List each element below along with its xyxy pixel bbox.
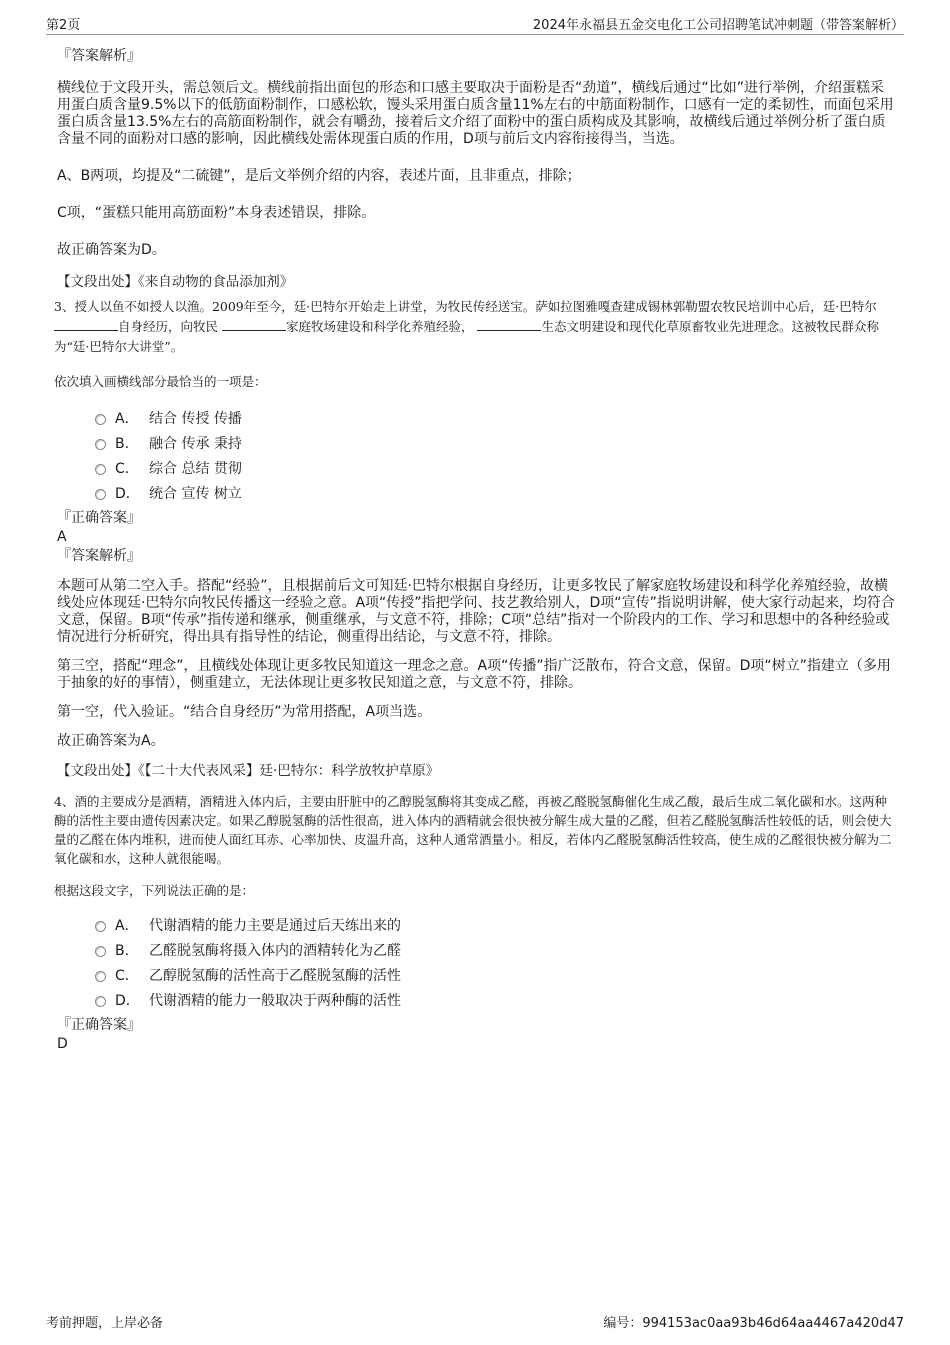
radio-icon[interactable] bbox=[95, 464, 106, 475]
q4-ask: 根据这段文字，下列说法正确的是： bbox=[54, 883, 255, 898]
radio-icon[interactable] bbox=[95, 921, 106, 932]
document-title: 2024年永福县五金交电化工公司招聘笔试冲刺题（带答案解析） bbox=[532, 18, 904, 33]
q2-source: 【文段出处】《来自动物的食品添加剂》 bbox=[57, 274, 294, 290]
page-footer bbox=[46, 1312, 904, 1331]
q2-analysis-paragraph: 横线位于文段开头，需总领后文。横线前指出面包的形态和口感主要取决于面粉是否“劲道”，横线后通过“比如”进行举例，介绍蛋糕采用蛋白质含量9.5%以下的低筋面粉制作，口感松软，馒头采用蛋白质含量11%左右的中筋面粉制作，口感有一定的柔韧性，而面包采用蛋白质含量13.5%左右的高筋面粉制作，就会有嚼劲，接着后文介绍了面粉中的蛋白质构成及其影响，故横线后通过举例分析了蛋白质含量不同的面粉对口感的影响，因此横线处需体现蛋白质的作用，D项与前后文内容衔接得当，当选。 bbox=[57, 80, 894, 147]
q4-answer-tag: 『正确答案』 bbox=[57, 1017, 141, 1033]
document-body bbox=[54, 46, 895, 1053]
q2-analysis-paragraph: 故正确答案为D。 bbox=[57, 242, 166, 258]
q3-analysis-paragraph: 第三空，搭配“理念”，且横线处体现让更多牧民知道这一理念之意。A项“传播”指广泛散布，符合文意，保留。D项“树立”指建立（多用于抽象的好的事情），侧重建立，无法体现让更多牧民知道之意，与文意不符，排除。 bbox=[57, 658, 891, 691]
q3-blank-3 bbox=[477, 318, 541, 331]
q3-option-c[interactable]: C． 综合 总结 贯彻 bbox=[95, 457, 895, 482]
q3-option-a[interactable]: A． 结合 传授 传播 bbox=[95, 407, 895, 432]
q2-analysis-paragraph: A、B两项，均提及“二硫键”，是后文举例介绍的内容，表述片面，且非重点，排除； bbox=[57, 168, 581, 184]
q4-option-b[interactable]: B. 乙醛脱氢酶将摄入体内的酒精转化为乙醛 bbox=[95, 939, 895, 964]
radio-icon[interactable] bbox=[95, 996, 106, 1007]
q3-source: 【文段出处】《【二十大代表风采】廷·巴特尔：科学放牧护草原》 bbox=[57, 763, 440, 779]
q3-blank-2 bbox=[222, 318, 286, 331]
q3-analysis-tag: 『答案解析』 bbox=[57, 548, 141, 564]
q4-answer: D bbox=[57, 1036, 68, 1052]
q3-option-b[interactable]: B. 融合 传承 秉持 bbox=[95, 432, 895, 457]
q3-analysis-paragraph: 第一空，代入验证。“结合自身经历”为常用搭配，A项当选。 bbox=[57, 704, 432, 720]
q3-answer-tag: 『正确答案』 bbox=[57, 510, 141, 526]
footer-slogan: 考前押题，上岸必备 bbox=[46, 1316, 164, 1331]
radio-icon[interactable] bbox=[95, 414, 106, 425]
q4-option-d[interactable]: D． 代谢酒精的能力一般取决于两种酶的活性 bbox=[95, 989, 895, 1014]
document-code: 编号：994153ac0aa93b46d64aa4467a420d47 bbox=[603, 1316, 904, 1331]
q4-option-c[interactable]: C． 乙醇脱氢酶的活性高于乙醛脱氢酶的活性 bbox=[95, 964, 895, 989]
q3-ask: 依次填入画横线部分最恰当的一项是： bbox=[54, 374, 267, 389]
q3-stem: 3、授人以鱼不如授人以渔。2009年至今，廷·巴特尔开始走上讲堂，为牧民传经送宝。萨如拉图雅嘎查建成锡林郭勒盟农牧民培训中心后，廷·巴特尔 自身经历，向牧民 家庭牧场建设和科学化养殖经验， 生态文明建设和现代化草原畜牧业先进理念。这被牧民群众称为“廷·巴特尔大讲堂”。 bbox=[54, 299, 879, 354]
q4-option-a[interactable]: A． 代谢酒精的能力主要是通过后天练出来的 bbox=[95, 914, 895, 939]
radio-icon[interactable] bbox=[95, 439, 106, 450]
q4-stem: 4、酒的主要成分是酒精，酒精进入体内后，主要由肝脏中的乙醇脱氢酶将其变成乙醛，再被乙醛脱氢酶催化生成乙酸，最后生成二氧化碳和水。这两种酶的活性主要由遗传因素决定。如果乙醇脱氢酶的活性很高，进入体内的酒精就会很快被分解生成大量的乙醛，但若乙醛脱氢酶活性较低的话，则会使大量的乙醛在体内堆积，进而使人面红耳赤、心率加快、皮温升高，这种人通常酒量小。相反，若体内乙醛脱氢酶活性较高，使生成的乙醛很快被分解为二氧化碳和水，这种人就很能喝。 bbox=[54, 794, 892, 866]
radio-icon[interactable] bbox=[95, 946, 106, 957]
q3-options bbox=[95, 407, 895, 507]
page-number: 第2页 bbox=[46, 18, 81, 33]
q3-analysis-paragraph: 本题可从第二空入手。搭配“经验”，且根据前后文可知廷·巴特尔根据自身经历，让更多牧民了解家庭牧场建设和科学化养殖经验，故横线处应体现廷·巴特尔向牧民传播这一经验之意。A项“传授”指把学问、技艺教给别人，D项“宣传”指说明讲解，使大家行动起来，均符合文意，保留。B项“传承”指传递和继承，侧重继承，与文意不符，排除；C项“总结”指对一个阶段内的工作、学习和思想中的各种经验或情况进行分析研究，得出具有指导性的结论，侧重得出结论，与文意不符，排除。 bbox=[57, 578, 895, 645]
radio-icon[interactable] bbox=[95, 489, 106, 500]
q3-blank-1 bbox=[54, 318, 118, 331]
q2-analysis-paragraph: C项，“蛋糕只能用高筋面粉”本身表述错误，排除。 bbox=[57, 205, 376, 221]
q4-options bbox=[95, 914, 895, 1014]
q3-option-d[interactable]: D． 统合 宣传 树立 bbox=[95, 482, 895, 507]
q2-analysis-tag: 『答案解析』 bbox=[57, 48, 141, 64]
q3-analysis-paragraph: 故正确答案为A。 bbox=[57, 733, 165, 749]
page-header bbox=[46, 14, 904, 35]
q3-answer: A bbox=[57, 529, 67, 545]
radio-icon[interactable] bbox=[95, 971, 106, 982]
